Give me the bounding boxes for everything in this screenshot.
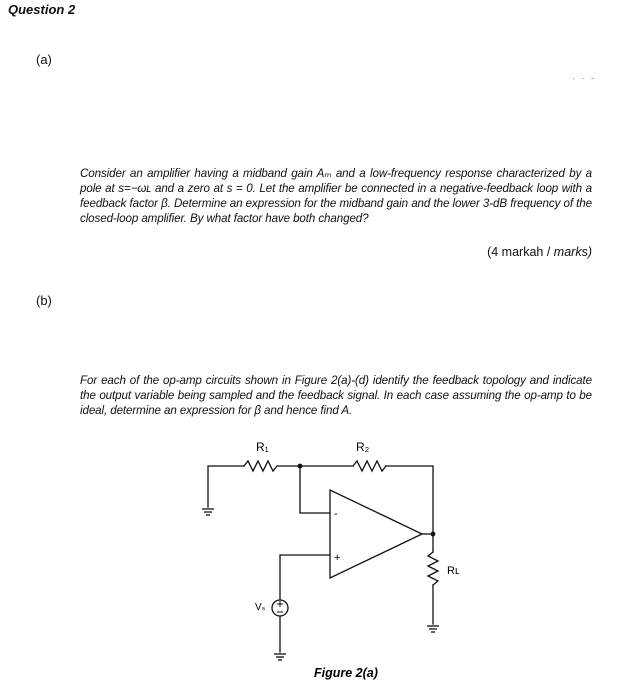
vs-label: Vₛ (255, 602, 266, 613)
ground-symbols (202, 509, 439, 660)
figure-caption: Figure 2(a) (314, 666, 378, 680)
op-amp (330, 490, 422, 578)
question-title: Question 2 (8, 2, 76, 17)
rl-resistor (428, 552, 438, 585)
marks-suffix: marks) (553, 245, 592, 259)
scan-speck: · · - (572, 73, 596, 83)
left-wire (208, 466, 244, 507)
junction-dot (431, 532, 436, 537)
part-a-label: (a) (36, 52, 52, 67)
r2-resistor (353, 461, 386, 471)
plus-label: + (334, 552, 341, 564)
part-b-text: For each of the op-amp circuits shown in Figure 2(a)-(d) identify the feedback topology and indicate the output variable being sampled and the feedback signal. In each case assuming the op-amp to be ideal, determine an expression for β and hence find A. (80, 374, 592, 417)
marks-prefix: (4 markah / (487, 245, 551, 259)
part-b-label: (b) (36, 293, 52, 308)
part-a-text: Consider an amplifier having a midband gain Aₘ and a low-frequency response characterized by a pole at s=−ωʟ and a zero at s = 0. Let the amplifier be connected in a negative-feedback loop with a feedback factor β. Determine an expression for the midband gain and the lower 3-dB frequency of the closed-loop amplifier. By what factor have both changed? (80, 167, 592, 225)
inverting-input-wire (300, 466, 330, 513)
feedback-wire (386, 466, 433, 534)
source-polarity (277, 601, 283, 612)
noninverting-input-wire (280, 555, 330, 600)
r1-label: R₁ (256, 440, 269, 454)
junction-dot (298, 464, 303, 469)
r1-resistor (244, 461, 277, 471)
r2-label: R₂ (356, 440, 370, 454)
minus-label: - (334, 508, 338, 520)
rl-label: Rʟ (447, 565, 460, 577)
